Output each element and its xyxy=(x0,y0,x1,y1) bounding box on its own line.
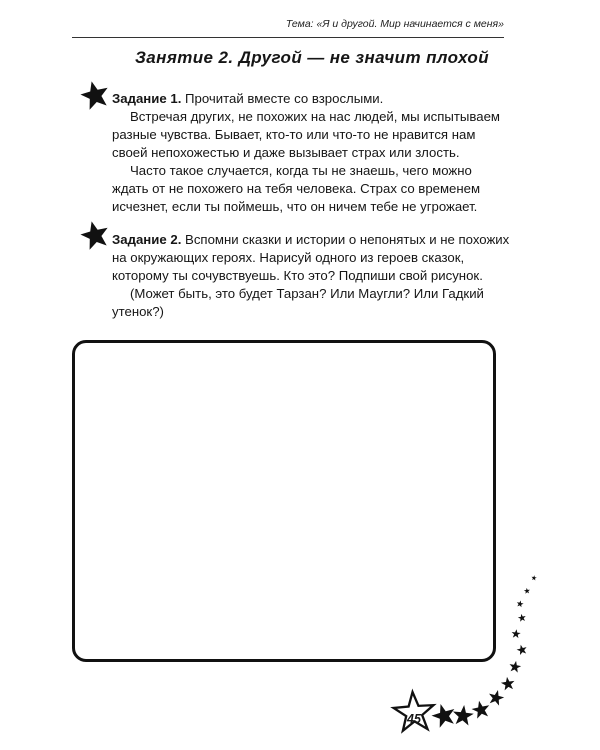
task2-instruction: Вспомни сказки и истории о непонятых и не похожих на окружающих героях. Нарисуй одного из героев сказок, которому ты сочувствуешь. Кто это? Подпиши свой рисунок. xyxy=(112,232,510,283)
task1-paragraph1: Встречая других, не похожих на нас людей, мы испытываем разные чувства. Бывает, кто-то или что-то не нравится нам своей непохожестью и даже вызывает страх или злость. xyxy=(112,109,501,160)
task2-label: Задание 2. xyxy=(112,232,182,247)
page-number: 45 xyxy=(407,712,421,726)
trail-star-icon xyxy=(524,587,531,593)
trail-star-icon xyxy=(508,660,522,673)
task2-hint: (Может быть, это будет Тарзан? Или Маугли? Или Гадкий утенок?) xyxy=(112,286,484,319)
trail-star-icon xyxy=(516,644,528,656)
trail-star-icon xyxy=(452,704,475,726)
lesson-title: Занятие 2. Другой — не значит плохой xyxy=(134,48,489,67)
page-header-topic: Тема: «Я и другой. Мир начинается с меня» xyxy=(285,18,504,30)
task1-instruction: Прочитай вместе со взрослыми. xyxy=(181,91,384,106)
trail-star-icon xyxy=(470,699,491,720)
task1-paragraph2: Часто такое случается, когда ты не знаешь, чего можно ждать от не похожего на тебя человека. Страх со временем исчезнет, если ты поймешь, что он ничем тебе не угрожает. xyxy=(112,163,481,214)
trail-star-icon xyxy=(487,688,506,706)
trail-star-icon xyxy=(531,575,537,581)
trail-star-icon xyxy=(516,600,524,608)
task1-label: Задание 1. xyxy=(112,91,182,106)
trail-star-icon xyxy=(517,613,526,622)
trail-star-icon xyxy=(511,629,521,639)
trail-star-icon xyxy=(500,676,515,691)
